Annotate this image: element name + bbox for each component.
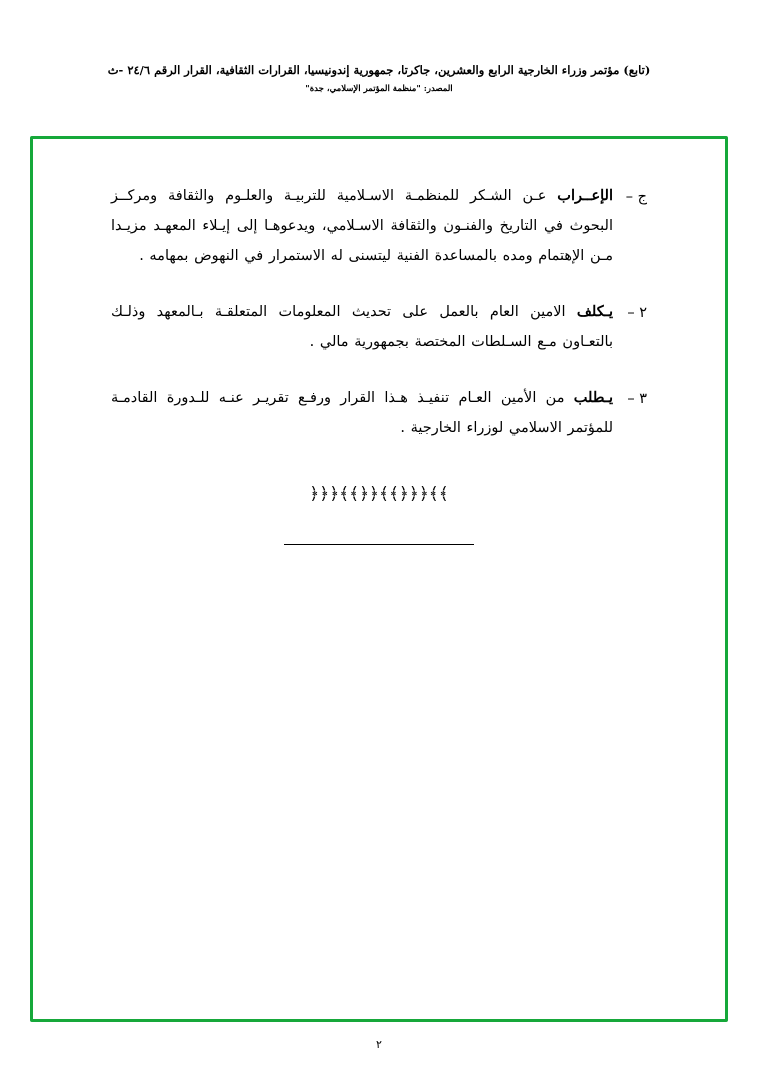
- clause-lead: الإعــراب: [557, 187, 613, 204]
- horizontal-rule: [284, 544, 474, 545]
- clause-text: [111, 383, 613, 443]
- header-source: المصدر: "منظمة المؤتمر الإسلامي، جدة": [305, 84, 453, 94]
- green-border-frame: [30, 136, 728, 1022]
- clause-item: [111, 181, 647, 271]
- clause-marker: ٢ –: [627, 305, 647, 321]
- clause-item: [111, 297, 647, 357]
- clause-body: الامين العام بالعمل على تحديث المعلومات المتعلقـة بـالمعهد وذلـك بالتعـاون مـع السـلطات المختصة بجمهورية مالي .: [111, 304, 613, 350]
- page-header: [0, 62, 758, 96]
- page-number: ٢: [376, 1038, 382, 1051]
- clause-text: [111, 297, 613, 357]
- clause-marker: ٣ –: [627, 391, 647, 407]
- clause-item: [111, 383, 647, 443]
- header-title: (تابع) مؤتمر وزراء الخارجية الرابع والعشرين، جاكرتا، جمهورية إندونيسيا، القرارات الثقافية، القرار الرقم ٢٤/٦ -ث: [107, 63, 651, 77]
- horizontal-rule-container: [111, 544, 647, 545]
- clause-lead: يـكلف: [576, 303, 613, 320]
- clause-marker: ج –: [625, 189, 647, 205]
- document-body: [111, 181, 647, 545]
- clause-text: [111, 181, 613, 271]
- clause-body: عـن الشـكر للمنظمـة الاسـلامية للتربيـة والعلـوم والثقافة ومركــز البحوث في التاريخ والفنـون والثقافة الاسـلامي، ويدعوهـا إلى إيـلاء المعهـد مزيـدا مـن الإهتمام ومده بالمساعدة الفنية ليتسنى له الاستمرار في النهوض بمهامه .: [111, 188, 613, 264]
- clause-body: من الأمين العـام تنفيـذ هـذا القرار ورفـع تقريـر عنـه للـدورة القادمـة للمؤتمر الاسلامي لوزراء الخارجية .: [111, 390, 613, 436]
- decorative-ornament: ﴿﴿﴿﴾﴾﴿﴿﴾﴾﴿﴿﴿﴾﴾: [309, 484, 449, 504]
- clause-lead: يـطلب: [573, 389, 613, 406]
